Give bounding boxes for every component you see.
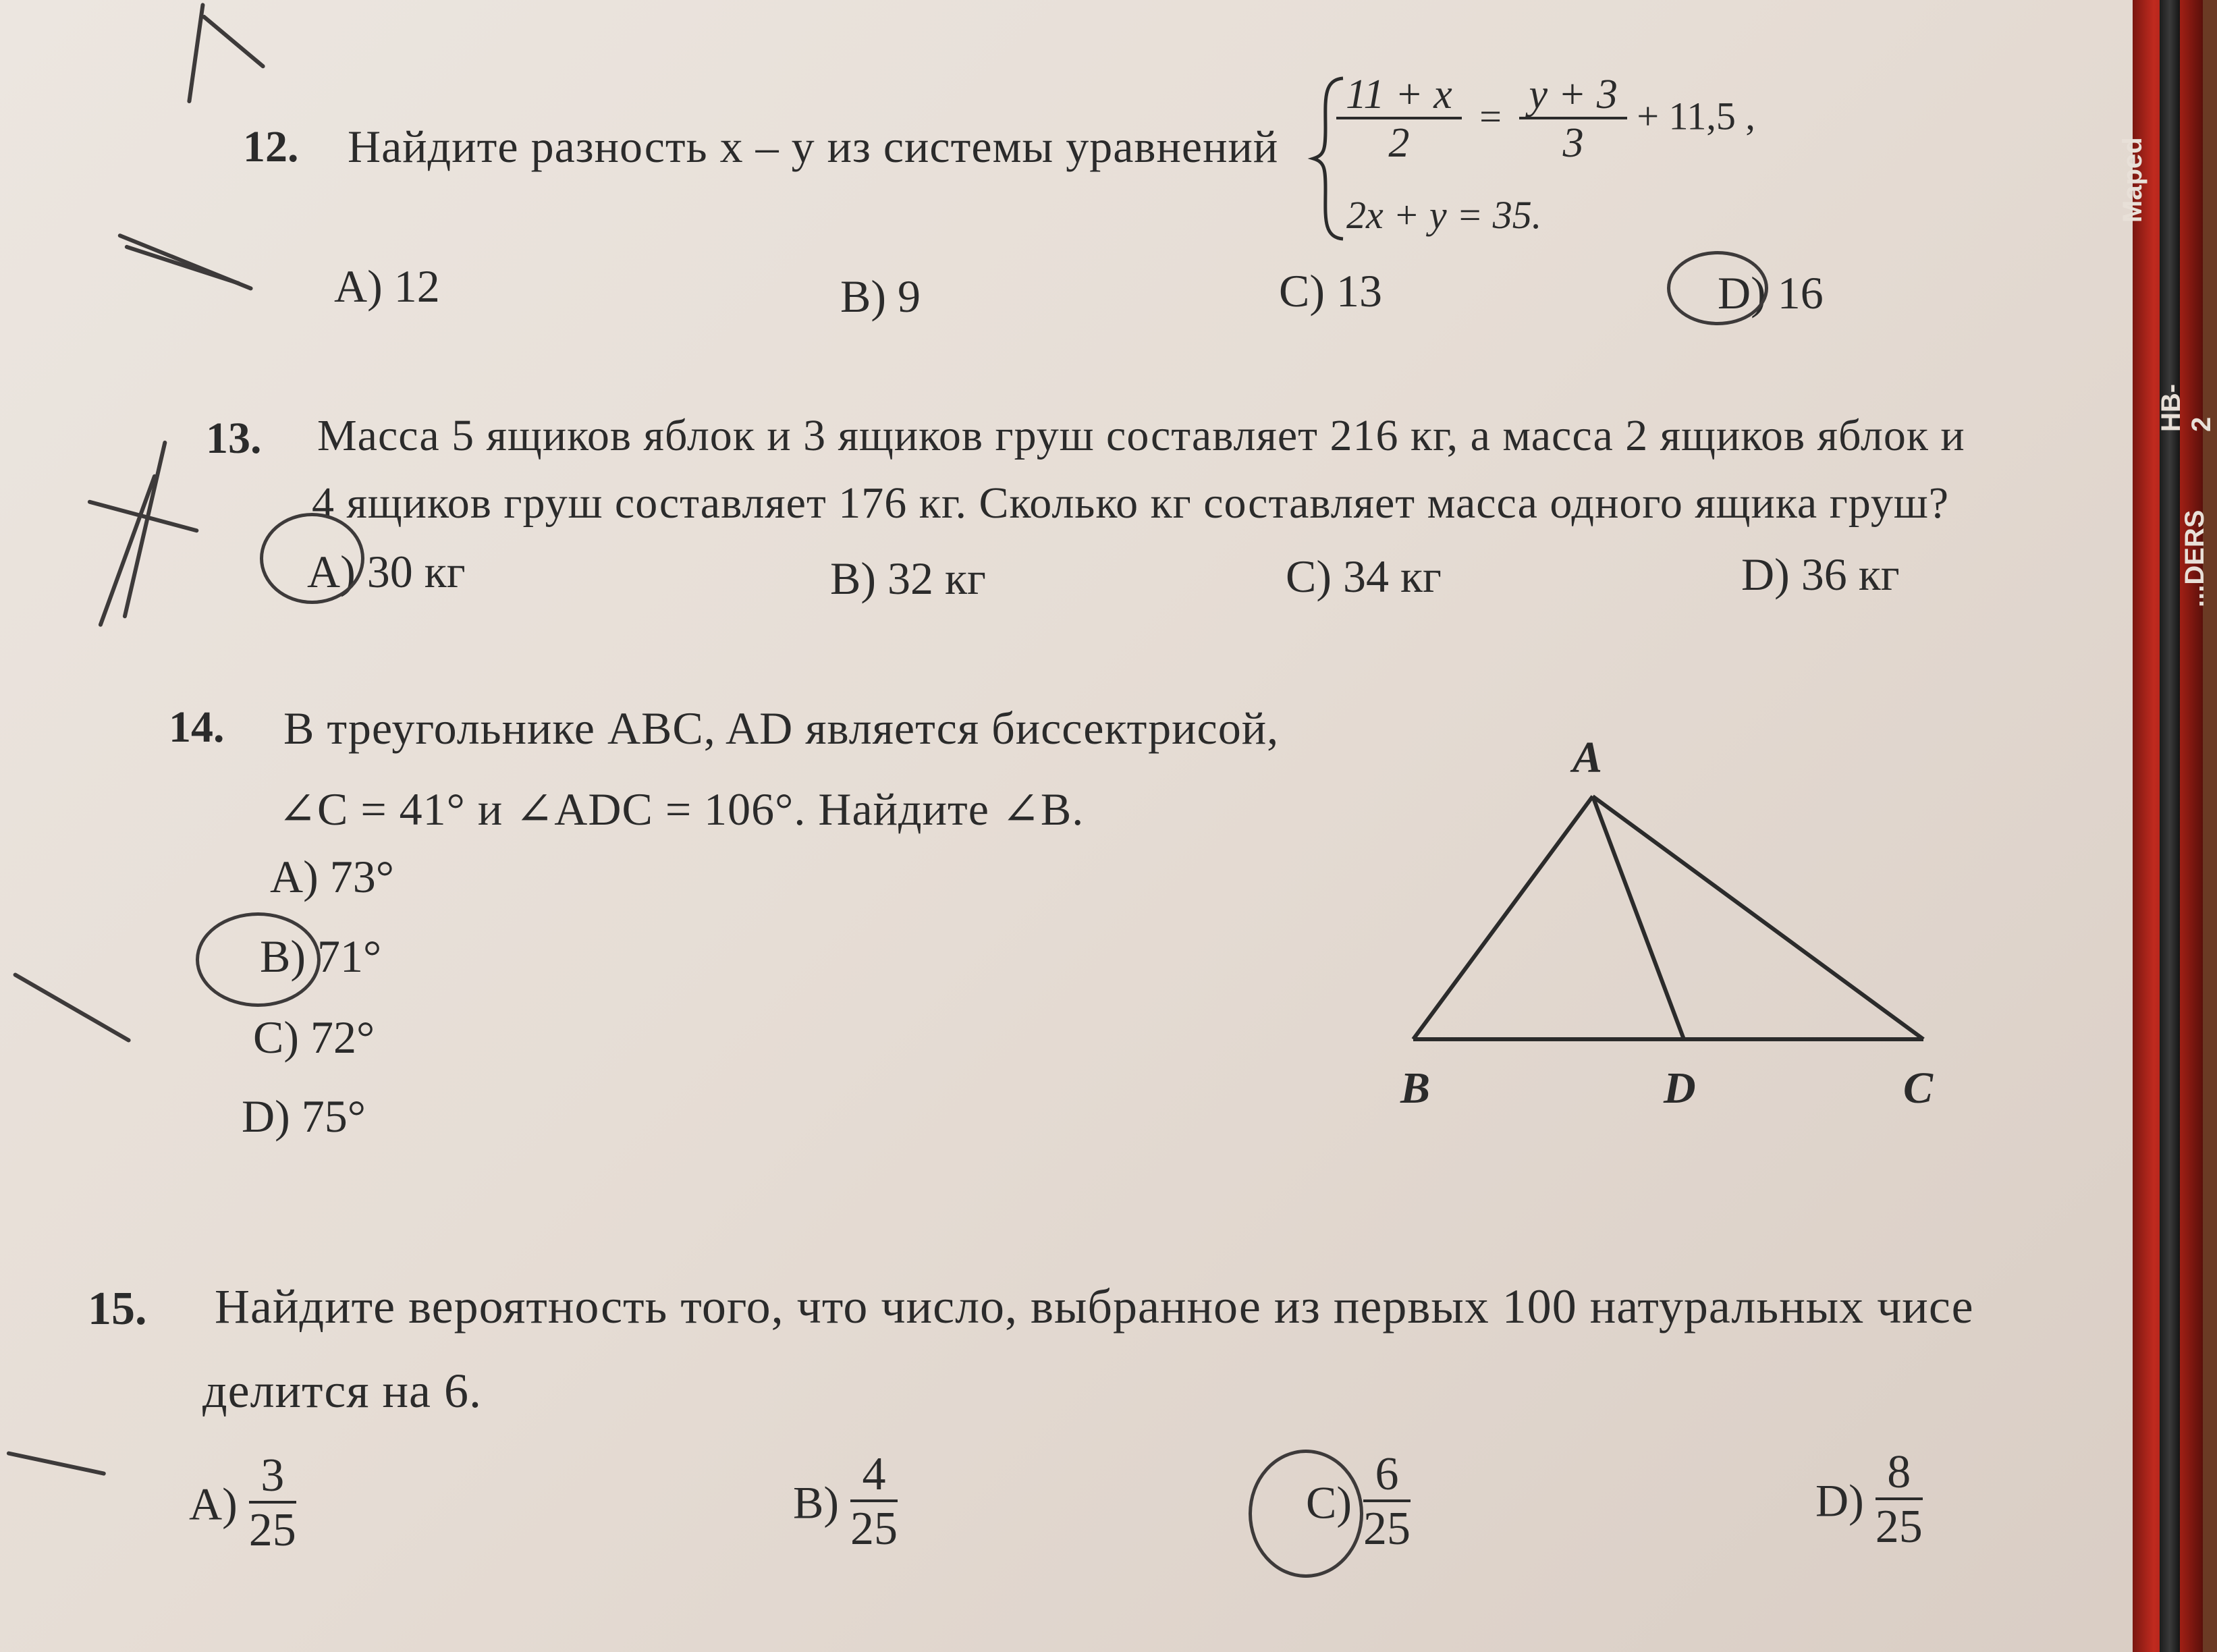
option-d	[1815, 1448, 1923, 1554]
pencil-brand: Maped	[2118, 137, 2147, 223]
option-letter: C)	[1306, 1477, 1352, 1529]
pencil-check-mark	[6, 1451, 106, 1476]
answer-circle	[196, 912, 321, 1007]
option-letter: D)	[1815, 1475, 1864, 1526]
option-letter: A)	[189, 1478, 238, 1530]
answer-circle	[1667, 251, 1768, 325]
option-d: D) 75°	[242, 1091, 366, 1142]
question-line-2: делится на 6.	[202, 1364, 482, 1418]
vertex-label-c: C	[1903, 1064, 1934, 1113]
equation-2: 2x + y = 35.	[1346, 193, 1542, 237]
option-b: B) 9	[840, 271, 921, 322]
vertex-label-b: B	[1400, 1064, 1431, 1113]
vertex-label-a: A	[1572, 733, 1603, 782]
question-line-2: 4 ящиков груш составляет 176 кг. Сколько кг составляет масса одного ящика груш?	[312, 478, 1950, 528]
equals-sign: =	[1479, 94, 1502, 138]
pencil-check-mark	[13, 972, 132, 1043]
option-fraction: $\frac{8}{25}$	[1875, 1446, 1923, 1553]
option-a: A) 12	[334, 260, 440, 312]
pencil-check-mark	[124, 244, 241, 285]
option-c: C) 72°	[253, 1012, 375, 1063]
equation-1	[1336, 73, 1755, 167]
answer-circle	[1249, 1450, 1363, 1578]
question-number: 15.	[88, 1283, 147, 1335]
option-c: C) 34 кг	[1286, 551, 1442, 602]
question-text: Найдите разность x – y из системы уравнений	[348, 121, 1279, 172]
option-fraction: $\frac{6}{25}$	[1363, 1448, 1411, 1555]
pencil-grade: HB-2	[2156, 383, 2216, 432]
question-line-2: ∠C = 41° и ∠ADC = 106°. Найдите ∠B.	[278, 783, 1085, 835]
pencil-mark-top	[201, 14, 266, 70]
option-b: B) 32 кг	[830, 553, 986, 604]
option-a: A) 30 кг	[307, 546, 466, 597]
fraction-right: $\frac{y + 3}{3}$	[1519, 73, 1626, 167]
question-number: 14.	[169, 703, 225, 752]
question-line-1: В треугольнике ABC, AD является биссектрисой,	[283, 703, 1280, 754]
option-fraction: $\frac{4}{25}$	[850, 1448, 898, 1555]
option-fraction: $\frac{3}{25}$	[248, 1450, 296, 1556]
triangle-diagram	[1404, 783, 1944, 1066]
option-a: A) 73°	[270, 851, 394, 902]
equation-tail: + 11,5 ,	[1637, 94, 1755, 138]
pencil-cross-mark	[122, 440, 167, 618]
bisector-ad	[1593, 796, 1684, 1039]
triangle-side-ab	[1413, 796, 1593, 1039]
option-b: B) 71°	[260, 931, 382, 982]
question-number: 13.	[206, 414, 262, 463]
option-c: C) 13	[1279, 265, 1382, 316]
question-line-1: Найдите вероятность того, что число, выбранное из первых 100 натуральных чисе	[215, 1279, 1974, 1333]
pencil-fragment: ...DERS	[2180, 510, 2210, 607]
option-b	[793, 1450, 898, 1556]
triangle-side-ac	[1593, 796, 1923, 1039]
option-letter: B)	[793, 1477, 839, 1529]
option-d: D) 36 кг	[1741, 549, 1900, 600]
question-number: 12.	[243, 122, 299, 171]
fraction-left: $\frac{11 + x}{2}$	[1336, 73, 1462, 167]
option-d: D) 16	[1718, 267, 1824, 319]
vertex-label-d: D	[1664, 1064, 1696, 1113]
option-a	[189, 1451, 296, 1558]
question-line-1: Масса 5 ящиков яблок и 3 ящиков груш составляет 216 кг, а масса 2 ящиков яблок и	[317, 411, 1965, 460]
answer-circle	[260, 513, 364, 604]
pencil-stripe	[2160, 0, 2180, 1652]
